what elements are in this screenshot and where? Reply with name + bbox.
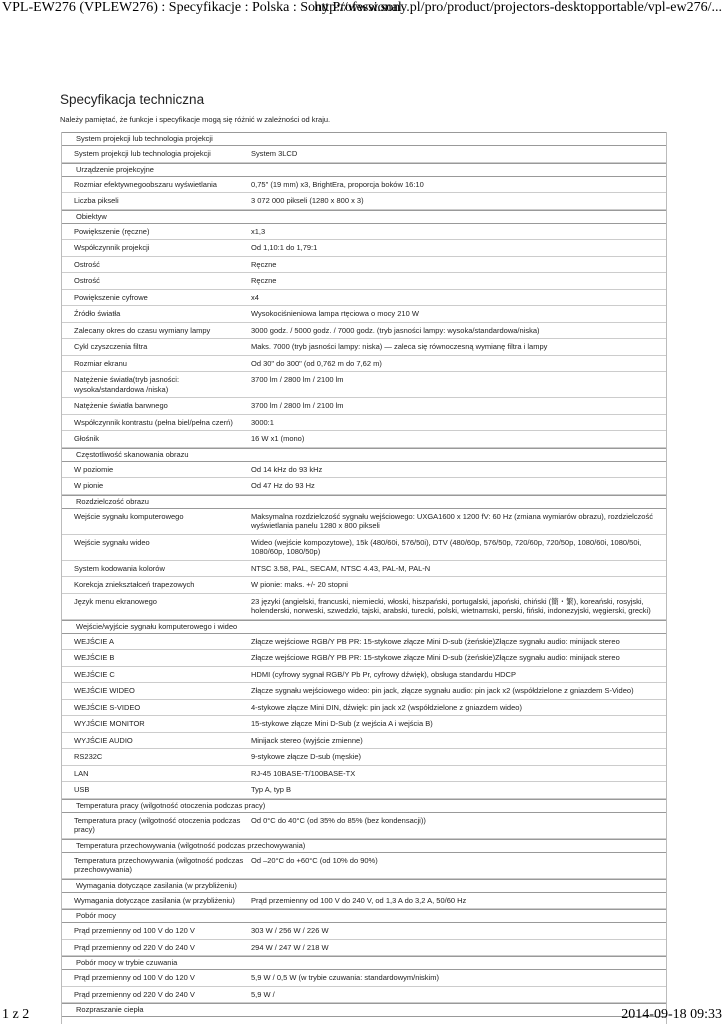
section-header: Wejście/wyjście sygnału komputerowego i wideo	[62, 620, 666, 634]
spec-value: x1,3	[251, 226, 266, 236]
spec-label: W pionie	[74, 481, 104, 490]
spec-label: WEJŚCIE S-VIDEO	[74, 702, 141, 712]
section-header: Wymagania dotyczące zasilania (w przybliżeniu)	[62, 879, 666, 893]
spec-row	[62, 782, 666, 799]
spec-row	[62, 193, 666, 210]
spec-row	[62, 462, 666, 479]
section-header: Rozdzielczość obrazu	[62, 495, 666, 509]
spec-row	[62, 372, 666, 398]
spec-value: 23 języki (angielski, francuski, niemiecki, włoski, hiszpański, portugalski, japoński, chiński (簡・繁), koreański, rosyjski, holenderski, norweski, szwedzki, tajski, arabski, turecki, polski, wietnamski, perski, fiński, indonezyjski, węgierski, grecki)	[251, 596, 651, 615]
spec-row	[62, 923, 666, 940]
spec-value: Od 47 Hz do 93 Hz	[251, 481, 315, 490]
spec-row	[62, 893, 666, 910]
spec-label: Prąd przemienny od 220 V do 240 V	[74, 942, 195, 952]
spec-label: Źródło światła	[74, 309, 121, 318]
section-header: Temperatura pracy (wilgotność otoczenia podczas pracy)	[62, 799, 666, 813]
spec-value: Maks. 7000 (tryb jasności lampy: niska) — zaleca się równoczesną wymianę filtra i lampy	[251, 342, 548, 351]
spec-value: Ręczne	[251, 259, 277, 269]
spec-row	[62, 634, 666, 651]
spec-row	[62, 478, 666, 495]
spec-row	[62, 240, 666, 257]
page-url-header[interactable]: http://www.sony.pl/pro/product/projectors-desktopportable/vpl-ew276/...	[314, 0, 722, 15]
spec-label: Zalecany okres do czasu wymiany lampy	[74, 325, 211, 335]
spec-label: Ostrość	[74, 259, 100, 269]
section-header: Temperatura przechowywania (wilgotność podczas przechowywania)	[62, 839, 666, 853]
spec-row	[62, 813, 666, 839]
spec-value: 5,9 W / 0,5 W (w trybie czuwania: standardowym/niskim)	[251, 973, 439, 982]
spec-label: Głośnik	[74, 434, 100, 443]
spec-value: Od 30" do 300" (od 0,762 m do 7,62 m)	[251, 358, 382, 368]
spec-row	[62, 290, 666, 307]
spec-row	[62, 535, 666, 561]
spec-label: Wymagania dotyczące zasilania (w przybliżeniu)	[74, 895, 235, 905]
spec-label: WYJŚCIE AUDIO	[74, 735, 133, 745]
spec-row	[62, 853, 666, 879]
spec-label: Temperatura przechowywania (wilgotność podczas przechowywania)	[74, 855, 244, 874]
spec-row	[62, 594, 666, 620]
spec-value: Typ A, typ B	[251, 785, 292, 794]
spec-value: Złącze sygnału wejściowego wideo: pin jack, złącze sygnału audio: pin jack x2 (współdzielone z gniazdem S-Video)	[251, 686, 634, 695]
spec-row	[62, 683, 666, 700]
spec-label: Cykl czyszczenia filtra	[74, 342, 148, 351]
spec-row	[62, 398, 666, 415]
page-title-header: VPL-EW276 (VPLEW276) : Specyfikacje : Polska : Sony Professional	[2, 0, 402, 15]
section-header: Urządzenie projekcyjne	[62, 163, 666, 177]
spec-row	[62, 509, 666, 535]
spec-label: Wejście sygnału komputerowego	[74, 511, 184, 521]
spec-row	[62, 561, 666, 578]
spec-row	[62, 577, 666, 594]
spec-row	[62, 650, 666, 667]
spec-row	[62, 749, 666, 766]
spec-row	[62, 700, 666, 717]
spec-label: WEJŚCIE C	[74, 669, 115, 679]
page-number: 1 z 2	[2, 1007, 30, 1022]
spec-value: 3 072 000 pikseli (1280 x 800 x 3)	[251, 196, 364, 205]
spec-value: 16 W x1 (mono)	[251, 434, 305, 443]
spec-label: Prąd przemienny od 100 V do 120 V	[74, 973, 195, 982]
spec-row	[62, 177, 666, 194]
spec-value: NTSC 3.58, PAL, SECAM, NTSC 4.43, PAL-M, PAL-N	[251, 563, 431, 573]
spec-row	[62, 987, 666, 1004]
spec-value: 3700 lm / 2800 lm / 2100 lm	[251, 375, 344, 384]
section-header: Rozpraszanie ciepła	[62, 1003, 666, 1017]
page-title: Specyfikacja techniczna	[60, 92, 205, 107]
spec-row	[62, 356, 666, 373]
spec-label: Natężenie światła barwnego	[74, 401, 168, 410]
section-header: Obiektyw	[62, 210, 666, 224]
spec-value: Od –20°C do +60°C (od 10% do 90%)	[251, 855, 378, 865]
spec-row	[62, 273, 666, 290]
spec-value: Prąd przemienny od 100 V do 240 V, od 1,3 A do 3,2 A, 50/60 Hz	[251, 895, 467, 905]
spec-value: 303 W / 256 W / 226 W	[251, 926, 329, 935]
spec-value: 4-stykowe złącze Mini DIN, dźwięk: pin jack x2 (współdzielone z gniazdem wideo)	[251, 702, 522, 712]
spec-label: Ostrość	[74, 276, 100, 285]
spec-label: W poziomie	[74, 464, 114, 474]
spec-value: W pionie: maks. +/- 20 stopni	[251, 580, 348, 589]
spec-value: 3000:1	[251, 417, 274, 427]
spec-label: LAN	[74, 768, 89, 778]
spec-label: Współczynnik kontrastu (pełna biel/pełna czerń)	[74, 417, 233, 427]
spec-row	[62, 306, 666, 323]
spec-label: Natężenie światła(tryb jasności: wysoka/standardowa /niska)	[74, 375, 180, 394]
spec-label: RS232C	[74, 752, 103, 761]
spec-label: Współczynnik projekcji	[74, 243, 150, 252]
spec-row	[62, 667, 666, 684]
spec-value: Złącze wejściowe RGB/Y PB PR: 15-stykowe złącze Mini D-sub (żeńskie)Złącze sygnału audio: minijack stereo	[251, 636, 620, 646]
spec-value: 3700 lm / 2800 lm / 2100 lm	[251, 401, 344, 410]
spec-label: Powiększenie (ręczne)	[74, 226, 150, 236]
spec-label: Wejście sygnału wideo	[74, 537, 150, 547]
spec-label: Prąd przemienny od 220 V do 240 V	[74, 989, 195, 999]
section-header: Częstotliwość skanowania obrazu	[62, 448, 666, 462]
spec-value: 15-stykowe złącze Mini D-Sub (z wejścia A i wejścia B)	[251, 719, 433, 728]
spec-label: Prąd przemienny od 100 V do 120 V	[74, 926, 195, 935]
spec-label: WEJŚCIE WIDEO	[74, 686, 135, 695]
spec-value: Minijack stereo (wyjście zmienne)	[251, 735, 363, 745]
spec-value: 3000 godz. / 5000 godz. / 7000 godz. (tryb jasności lampy: wysoka/standardowa/niska)	[251, 325, 540, 335]
browser-print-header	[0, 0, 724, 18]
spec-value: 0,75" (19 mm) x3, BrightEra, proporcja boków 16:10	[251, 179, 424, 189]
spec-row	[62, 716, 666, 733]
section-header: Pobór mocy w trybie czuwania	[62, 956, 666, 970]
spec-label: Rozmiar efektywnegoobszaru wyświetlania	[74, 179, 217, 189]
spec-label: USB	[74, 785, 90, 794]
spec-row	[62, 940, 666, 957]
spec-value: 5,9 W /	[251, 989, 275, 999]
spec-row	[62, 766, 666, 783]
spec-value: Od 14 kHz do 93 kHz	[251, 464, 323, 474]
spec-label: System projekcji lub technologia projekcji	[74, 149, 211, 158]
spec-row	[62, 146, 666, 163]
spec-value: Wysokociśnieniowa lampa rtęciowa o mocy 210 W	[251, 309, 419, 318]
spec-value: Maksymalna rozdzielczość sygnału wejściowego: UXGA1600 x 1200 fV: 60 Hz (zmiana wymiarów obrazu), rozdzielczość wyświetlania panelu 1280 x 800 pikseli	[251, 511, 653, 530]
spec-value: RJ-45 10BASE-T/100BASE-TX	[251, 768, 356, 778]
spec-table	[61, 132, 667, 1024]
spec-value: 9-stykowe złącze D-sub (męskie)	[251, 752, 362, 761]
spec-label: Rozmiar ekranu	[74, 358, 127, 368]
spec-value: HDMI (cyfrowy sygnał RGB/Y Pb Pr, cyfrowy dźwięk), obsługa standardu HDCP	[251, 669, 516, 679]
spec-label: Korekcja zniekształceń trapezowych	[74, 580, 195, 589]
spec-value: Od 0°C do 40°C (od 35% do 85% (bez kondensacji))	[251, 815, 426, 825]
spec-row	[62, 323, 666, 340]
spec-label: WEJŚCIE A	[74, 636, 115, 646]
spec-value: System 3LCD	[251, 149, 298, 158]
spec-row	[62, 224, 666, 241]
spec-row	[62, 257, 666, 274]
spec-row	[62, 431, 666, 448]
spec-label: WYJŚCIE MONITOR	[74, 719, 145, 728]
spec-label: WEJŚCIE B	[74, 653, 115, 662]
spec-value: Złącze wejściowe RGB/Y PB PR: 15-stykowe złącze Mini D-sub (żeńskie)Złącze sygnału audio: minijack stereo	[251, 653, 620, 662]
spec-label: System kodowania kolorów	[74, 563, 165, 573]
spec-label: Temperatura pracy (wilgotność otoczenia podczas pracy)	[74, 815, 241, 834]
spec-value: Ręczne	[251, 276, 277, 285]
section-header: Pobór mocy	[62, 909, 666, 923]
spec-value: Wideo (wejście kompozytowe), 15k (480/60i, 576/50i), DTV (480/60p, 576/50p, 720/60p, 720/50p, 1080/60i, 1080/50i, 1080/60p, 1080/50p)	[251, 537, 642, 556]
spec-value: 294 W / 247 W / 218 W	[251, 942, 329, 952]
spec-row	[62, 733, 666, 750]
spec-row	[62, 339, 666, 356]
spec-value: x4	[251, 292, 259, 302]
spec-label: Powiększenie cyfrowe	[74, 292, 148, 302]
spec-row	[62, 970, 666, 987]
section-header: System projekcji lub technologia projekcji	[62, 132, 666, 146]
disclaimer-note: Należy pamiętać, że funkcje i specyfikacje mogą się różnić w zależności od kraju.	[60, 115, 331, 124]
spec-label: Liczba pikseli	[74, 196, 119, 205]
print-timestamp: 2014-09-18 09:33	[621, 1007, 722, 1022]
spec-value: Od 1,10:1 do 1,79:1	[251, 243, 318, 252]
spec-row	[62, 415, 666, 432]
spec-label: Język menu ekranowego	[74, 596, 157, 606]
